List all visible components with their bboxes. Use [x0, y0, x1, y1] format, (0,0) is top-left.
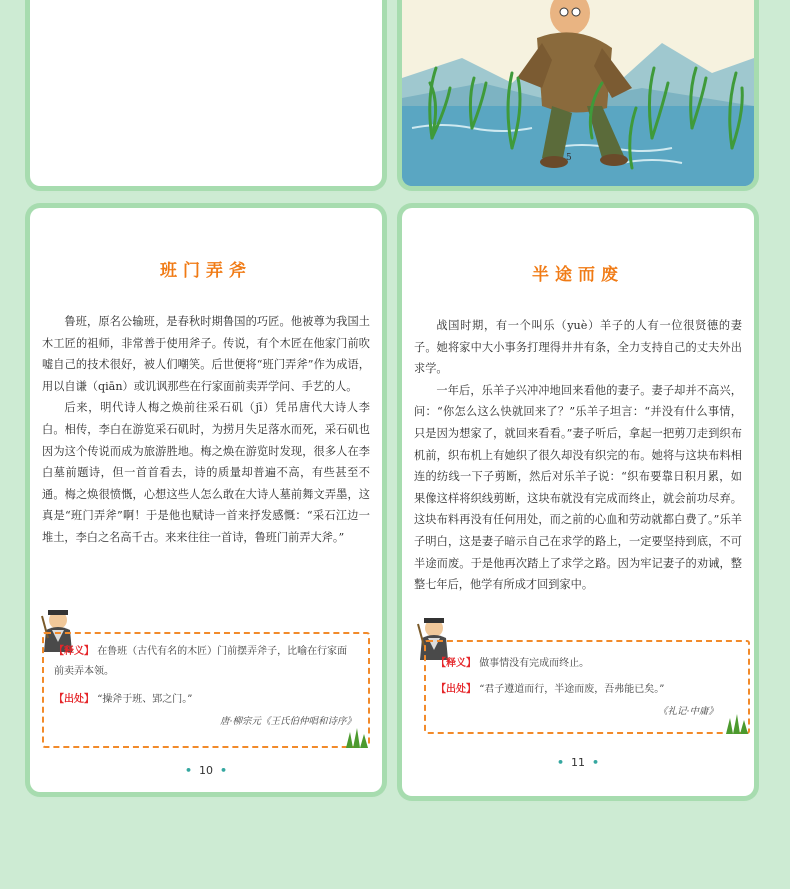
- source-line: 唐·柳宗元《王氏伯仲唱和诗序》: [219, 716, 356, 727]
- top-left-page: [30, 0, 382, 186]
- shiyi-text: 在鲁班（古代有名的木匠）门前摆弄斧子，比喻在行家面前卖弄本领。: [54, 646, 348, 677]
- source-line: 《礼记·中庸》: [657, 706, 718, 717]
- chuchu-label: 【出处】: [54, 694, 94, 705]
- note-box: [42, 632, 370, 748]
- paragraph: 战国时期，有一个叫乐（yuè）羊子的人有一位很贤德的妻子。她将家中大小事务打理得井井有条，全力支持自己的丈夫外出求学。: [414, 319, 742, 376]
- shiyi-label: 【释义】: [436, 658, 476, 669]
- top-right-page: [402, 0, 754, 186]
- paragraph: 后来，明代诗人梅之焕前往采石矶（jī）凭吊唐代大诗人李白。相传，李白在游览采石矶时，为捞月失足落水而死，采石矶也因为这个传说而成为旅游胜地。梅之焕在游览时发现，很多人在李白墓前题诗，但一首首看去，诗的质量却普遍不高，有些甚至不通。梅之焕很愤慨，心想这些人怎么敢在大诗人墓前舞文弄墨，这真是“班门弄斧”啊！于是他也赋诗一首来抒发感慨：“采石江边一堆土，李白之名高千古。来来往往一首诗，鲁班门前弄大斧。”: [42, 401, 370, 544]
- shiyi-text: 做事情没有完成而终止。: [479, 658, 590, 669]
- chuchu-text: “操斧于班、郢之门。”: [97, 694, 193, 705]
- left-page: [30, 208, 382, 792]
- right-page: [402, 208, 754, 796]
- grass-icon: [724, 714, 750, 734]
- shiyi-label: 【释义】: [54, 646, 94, 657]
- chuchu-label: 【出处】: [436, 684, 476, 695]
- paragraph: 鲁班，原名公输班，是春秋时期鲁国的巧匠。他被尊为我国土木工匠的祖师，非常善于使用斧子。传说，有个木匠在他家门前吹嘘自己的技术很好，被人们嘲笑。后世便将“班门弄斧”作为成语，用以自谦（qiān）或讥讽那些在行家面前卖弄学问、手艺的人。: [42, 315, 370, 393]
- page-number: • 10 •: [184, 764, 228, 777]
- farmer-illustration: [402, 0, 754, 186]
- page-title: 班门弄斧: [160, 261, 252, 281]
- page-title: 半途而废: [532, 265, 624, 285]
- grass-icon: [344, 728, 370, 748]
- paragraph: 一年后，乐羊子兴冲冲地回来看他的妻子。妻子却并不高兴，问：“你怎么这么快就回来了？”乐羊子坦言：“并没有什么事情，只是因为想家了，就回来看看。”妻子听后，拿起一把剪刀走到织布机前，织布机上有她织了很久却没有织完的布。她将与这块布料相连的纺线一下子剪断，然后对乐羊子说：“织布要靠日积月累，如果像这样将织线剪断，这块布就没有完成而终止，就会前功尽弃。这块布料再没有任何用处，而之前的心血和劳动就都白费了。”乐羊子明白，这是妻子暗示自己在求学的路上，一定要坚持到底，不可半途而废。于是他再次踏上了求学之路。因为牢记妻子的劝诫，整整七年后，他学有所成才回到家中。: [414, 383, 742, 592]
- note-box: [424, 640, 750, 734]
- story-text: [42, 311, 370, 549]
- chuchu-text: “君子遵道而行，半途而废，吾弗能已矣。”: [479, 684, 665, 695]
- page-number: • 11 •: [556, 756, 600, 769]
- story-text: [414, 315, 742, 596]
- illustration-page-number: 5: [566, 153, 572, 163]
